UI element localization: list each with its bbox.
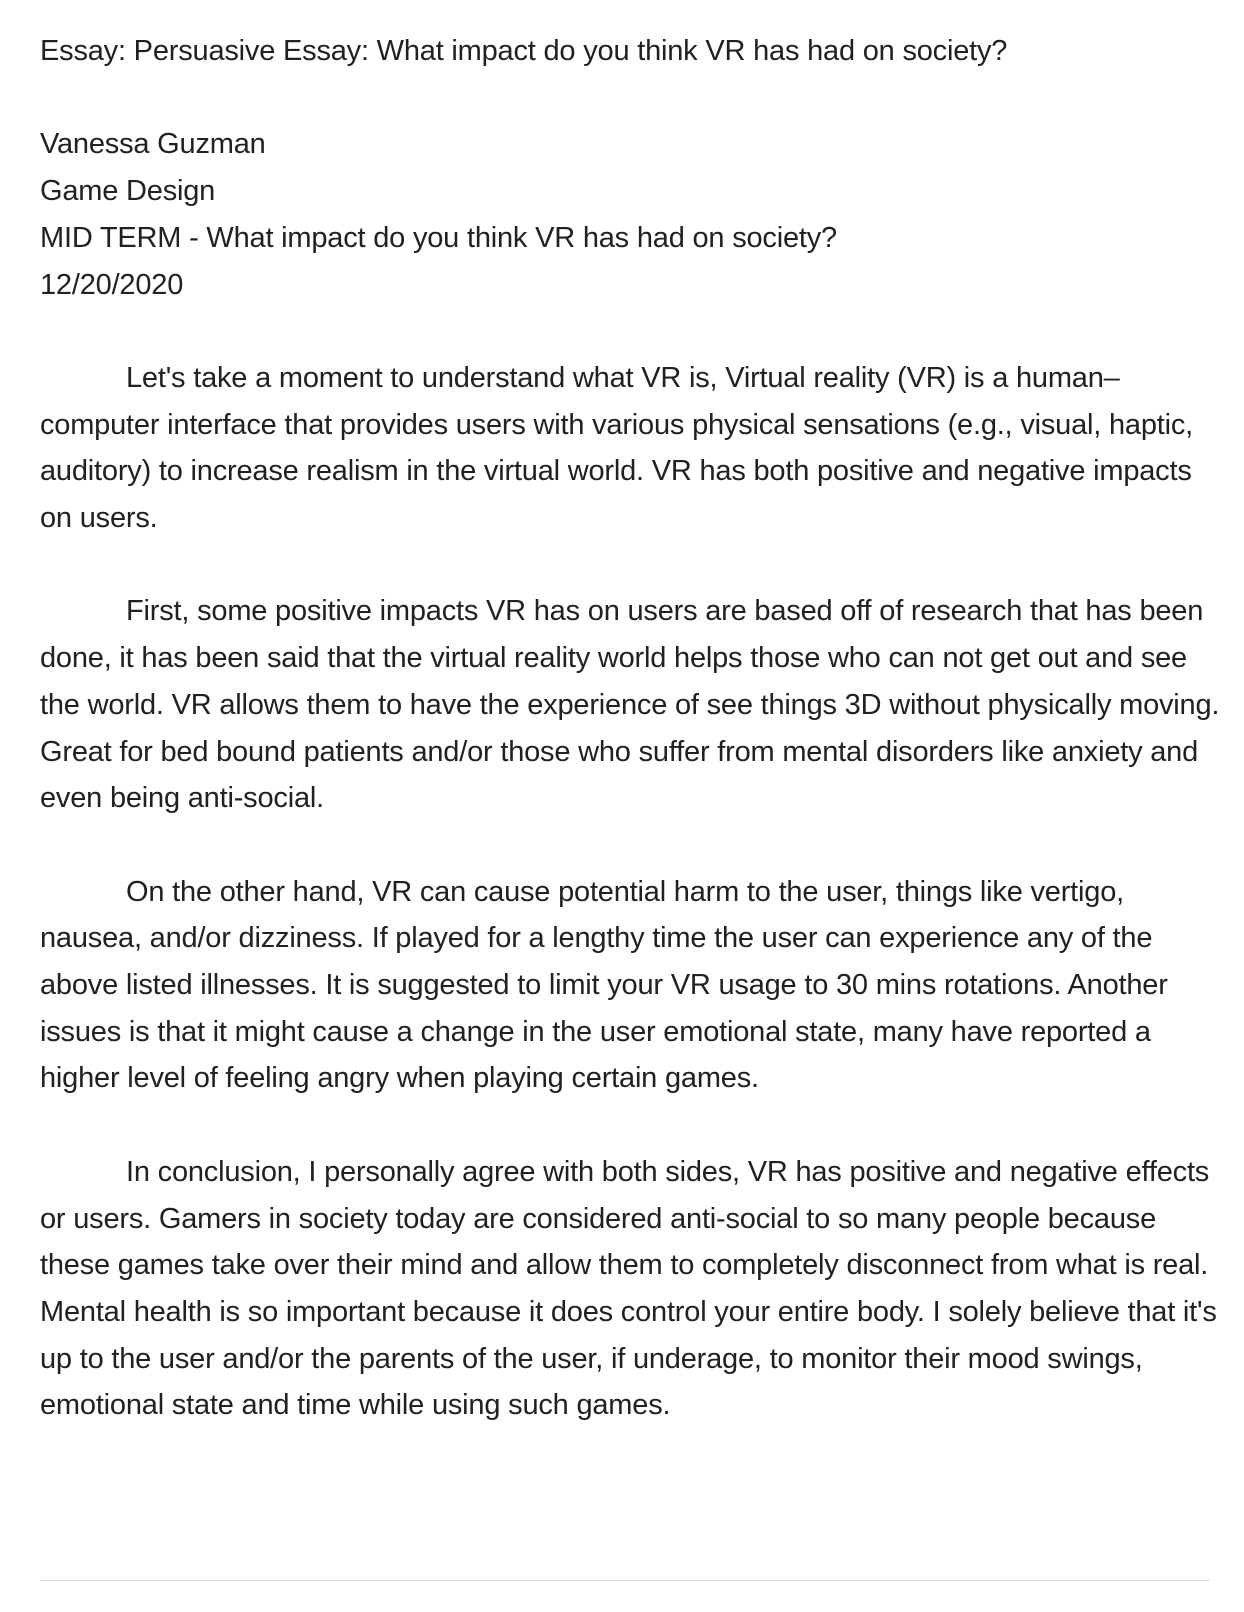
bottom-divider — [40, 1580, 1210, 1581]
essay-document — [40, 28, 1220, 1429]
essay-title: Essay: Persuasive Essay: What impact do you think VR has had on society? — [40, 35, 1008, 67]
paragraph-negative-impacts: On the other hand, VR can cause potential harm to the user, things like vertigo, nausea, and/or dizziness. If played for a lengthy time the user can experience any of the above listed illnesses. It is suggested to limit your VR usage to 30 mins rotations. Another issues is that it might cause a change in the user emotional state, many have reported a higher level of feeling angry when playing certain games. — [40, 875, 1168, 1095]
assignment-title: MID TERM - What impact do you think VR has had on society? — [40, 221, 837, 254]
paragraph-introduction: Let's take a moment to understand what VR is, Virtual reality (VR) is a human–computer interface that provides users with various physical sensations (e.g., visual, haptic, auditory) to increase realism in the virtual world. VR has both positive and negative impacts on users. — [40, 361, 1194, 534]
paragraph-conclusion: In conclusion, I personally agree with both sides, VR has positive and negative effects or users. Gamers in society today are considered anti-social to so many people because these games take over their mind and allow them to completely disconnect from what is real. Mental health is so important because it does control your entire body. I solely believe that it's up to the user and/or the parents of the user, if underage, to monitor their mood swings, emotional state and time while using such games. — [40, 1155, 1217, 1422]
spacer — [40, 1102, 1220, 1149]
essay-date: 12/20/2020 — [40, 268, 184, 301]
spacer — [40, 822, 1220, 869]
essay-header-block — [40, 121, 1220, 308]
paragraph-positive-impacts: First, some positive impacts VR has on users are based off of research that has been done, it has been said that the virtual reality world helps those who can not get out and see the world. VR allows them to have the experience of see things 3D without physically moving. Great for bed bound patients and/or those who suffer from mental disorders like anxiety and even being anti-social. — [40, 595, 1220, 815]
author-name: Vanessa Guzman — [40, 128, 266, 161]
spacer — [40, 75, 1220, 122]
spacer — [40, 308, 1220, 355]
spacer — [40, 542, 1220, 589]
course-name: Game Design — [40, 175, 216, 208]
